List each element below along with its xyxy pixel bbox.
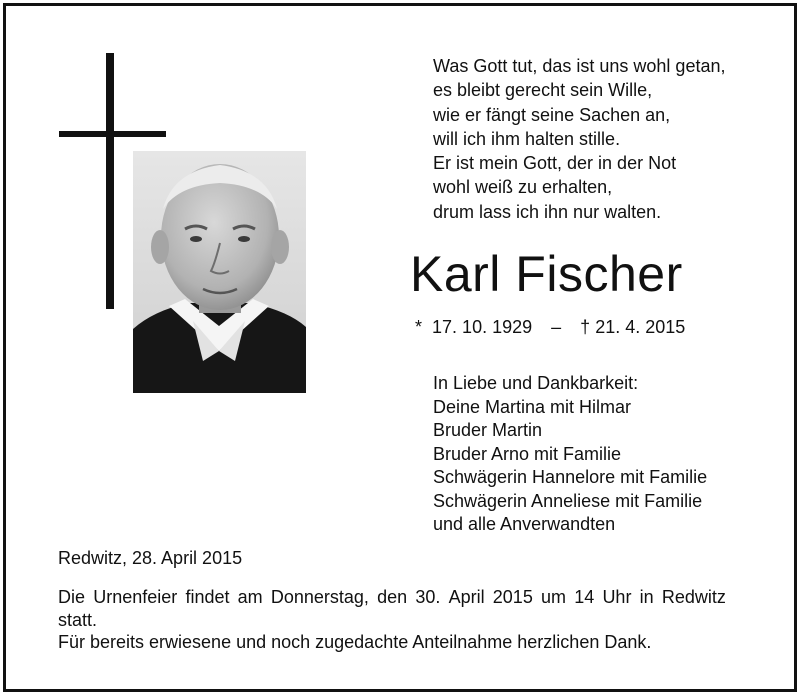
poem-line: es bleibt gerecht sein Wille, <box>433 80 653 101</box>
deceased-name: Karl Fischer <box>410 246 683 302</box>
portrait-photo <box>133 151 306 393</box>
ceremony-line <box>58 586 726 609</box>
mourner-line: Bruder Arno mit Familie <box>433 443 622 464</box>
mourner-line: Deine Martina mit Hilmar <box>433 396 632 417</box>
date-separator: – <box>551 317 562 337</box>
death-date: 21. 4. 2015 <box>595 317 686 337</box>
ceremony-word: findet <box>185 587 230 607</box>
ceremony-line-end: statt. <box>58 609 98 630</box>
thanks-line: Für bereits erwiesene und noch zugedachte Anteilnahme herzlichen Dank. <box>58 632 652 652</box>
mourner-line: und alle Anverwandten <box>433 514 616 534</box>
ceremony-word: Die <box>58 587 86 607</box>
poem-line: wohl weiß zu erhalten, <box>433 177 613 198</box>
life-dates <box>415 315 795 339</box>
obituary-notice <box>3 3 797 692</box>
mourners-list <box>433 372 793 537</box>
mourner-line: Schwägerin Hannelore mit Familie <box>433 467 708 487</box>
mourner-line: In Liebe und Dankbarkeit: <box>433 373 639 393</box>
ceremony-word: 30. <box>415 587 441 607</box>
ceremony-word: 14 <box>574 587 595 607</box>
poem-line: Er ist mein Gott, der in der Not <box>433 153 677 174</box>
birth-date: 17. 10. 1929 <box>432 317 533 337</box>
mourner-line: Bruder Martin <box>433 420 543 440</box>
ceremony-word: Donnerstag, <box>270 587 369 607</box>
ceremony-word: um <box>541 587 567 607</box>
death-symbol: † <box>580 317 591 337</box>
ceremony-info <box>58 586 726 654</box>
ceremony-word: in <box>639 587 654 607</box>
ceremony-word: April <box>448 587 485 607</box>
poem-line: will ich ihm halten stille. <box>433 128 621 149</box>
ceremony-word: am <box>237 587 263 607</box>
birth-symbol: * <box>415 317 423 337</box>
ceremony-word: den <box>377 587 408 607</box>
place-and-date: Redwitz, 28. April 2015 <box>58 548 243 568</box>
poem-line: Was Gott tut, das ist uns wohl getan, <box>433 56 726 76</box>
poem-verse <box>433 54 793 224</box>
ceremony-word: Uhr <box>602 587 632 607</box>
ceremony-word: 2015 <box>492 587 533 607</box>
ceremony-word: Urnenfeier <box>93 587 178 607</box>
poem-line: wie er fängt seine Sachen an, <box>433 104 671 125</box>
ceremony-word: Redwitz <box>661 587 726 607</box>
cross-vertical-beam <box>106 53 114 309</box>
mourner-line: Schwägerin Anneliese mit Familie <box>433 490 703 511</box>
cross-horizontal-beam <box>59 131 166 137</box>
poem-line: drum lass ich ihn nur walten. <box>433 201 662 222</box>
